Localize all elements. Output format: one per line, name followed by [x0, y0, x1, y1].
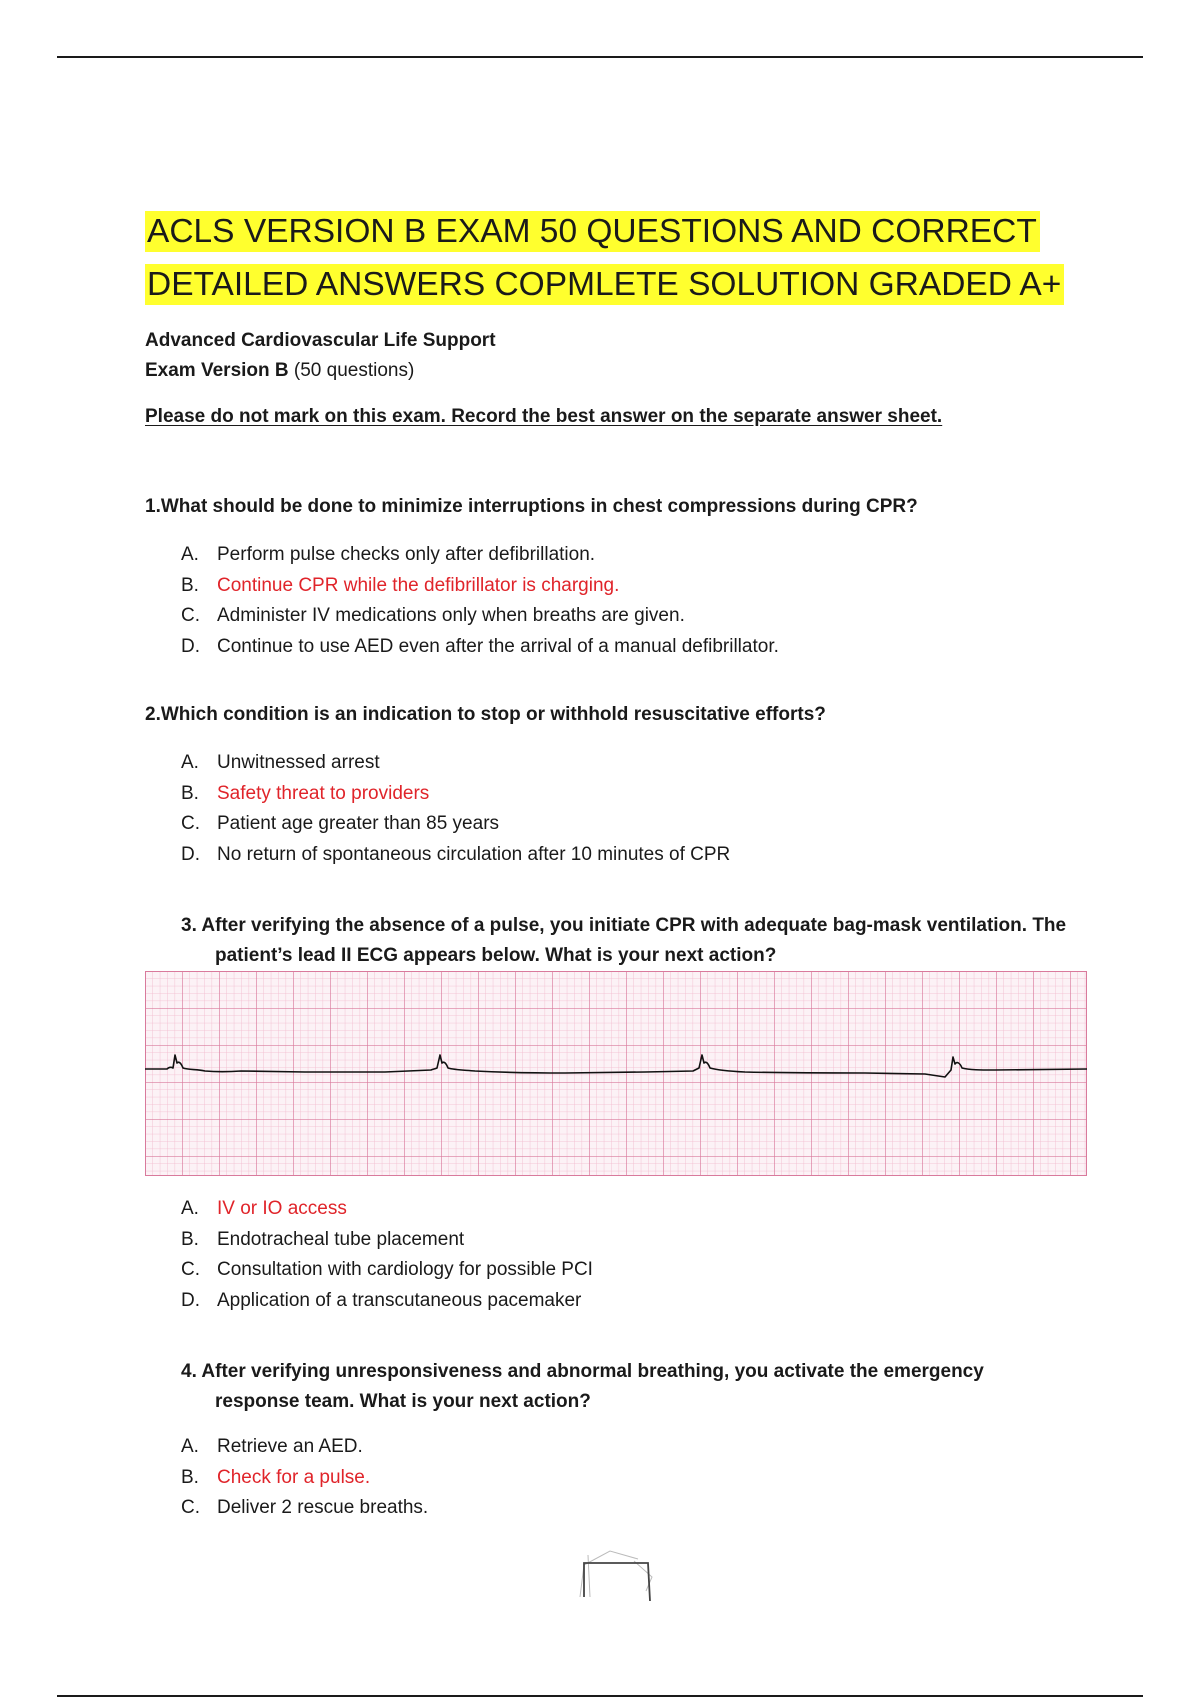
bottom-rule: [57, 1695, 1143, 1697]
option-1d: D. Continue to use AED even after the arrival of a manual defibrillator.: [181, 635, 779, 657]
question-1-options: [181, 540, 779, 662]
option-4b: B. Check for a pulse.: [181, 1466, 371, 1488]
subtitle-line-1: Advanced Cardiovascular Life Support: [145, 330, 496, 351]
option-4a: A. Retrieve an AED.: [181, 1436, 363, 1457]
subtitle-line-2: [145, 356, 496, 386]
option-4c: C. Deliver 2 rescue breaths.: [181, 1497, 429, 1518]
question-2-options: [181, 748, 730, 870]
question-3-line-2: patient’s lead II ECG appears below. What is your next action?: [215, 945, 777, 966]
correct-answer: IV or IO access: [217, 1198, 347, 1219]
option-1b: B. Continue CPR while the defibrillator is charging.: [181, 574, 620, 596]
question-4-line-1: 4. After verifying unresponsiveness and abnormal breathing, you activate the emergency: [181, 1361, 984, 1382]
page-stack-icon: [570, 1545, 660, 1605]
title-line-2: DETAILED ANSWERS COPMLETE SOLUTION GRADED A+: [145, 264, 1064, 305]
top-rule: [57, 56, 1143, 58]
question-1: 1.What should be done to minimize interruptions in chest compressions during CPR?: [145, 496, 918, 517]
ecg-strip: [145, 971, 1087, 1176]
exam-version: Exam Version B: [145, 360, 289, 381]
exam-instruction: Please do not mark on this exam. Record the best answer on the separate answer sheet.: [145, 406, 943, 427]
correct-answer: Check for a pulse.: [217, 1466, 371, 1488]
question-4: [181, 1357, 1101, 1417]
ecg-grid: [145, 971, 1087, 1176]
question-count: (50 questions): [288, 360, 415, 381]
option-3d: D. Application of a transcutaneous pacemaker: [181, 1289, 582, 1311]
question-4-options: [181, 1432, 428, 1524]
correct-answer: Continue CPR while the defibrillator is charging.: [217, 574, 620, 596]
option-2b: B. Safety threat to providers: [181, 782, 430, 804]
exam-subtitle: [145, 326, 496, 386]
question-2: 2.Which condition is an indication to stop or withhold resuscitative efforts?: [145, 704, 826, 725]
option-3a: A. IV or IO access: [181, 1198, 347, 1219]
option-2d: D. No return of spontaneous circulation after 10 minutes of CPR: [181, 843, 731, 865]
correct-answer: Safety threat to providers: [217, 782, 430, 804]
option-1c: C. Administer IV medications only when breaths are given.: [181, 605, 685, 626]
question-3-options: [181, 1194, 593, 1316]
title-line-1: ACLS VERSION B EXAM 50 QUESTIONS AND CORRECT: [145, 211, 1040, 252]
page-title: [145, 205, 1064, 311]
option-2c: C. Patient age greater than 85 years: [181, 813, 500, 834]
option-1a: A. Perform pulse checks only after defibrillation.: [181, 544, 596, 565]
option-3c: C. Consultation with cardiology for possible PCI: [181, 1259, 593, 1280]
question-4-line-2: response team. What is your next action?: [215, 1391, 591, 1412]
option-2a: A. Unwitnessed arrest: [181, 752, 380, 773]
option-3b: B. Endotracheal tube placement: [181, 1228, 465, 1250]
question-3: [181, 911, 1101, 971]
question-3-line-1: 3. After verifying the absence of a pulse, you initiate CPR with adequate bag-mask ventilation. The: [181, 915, 1067, 936]
